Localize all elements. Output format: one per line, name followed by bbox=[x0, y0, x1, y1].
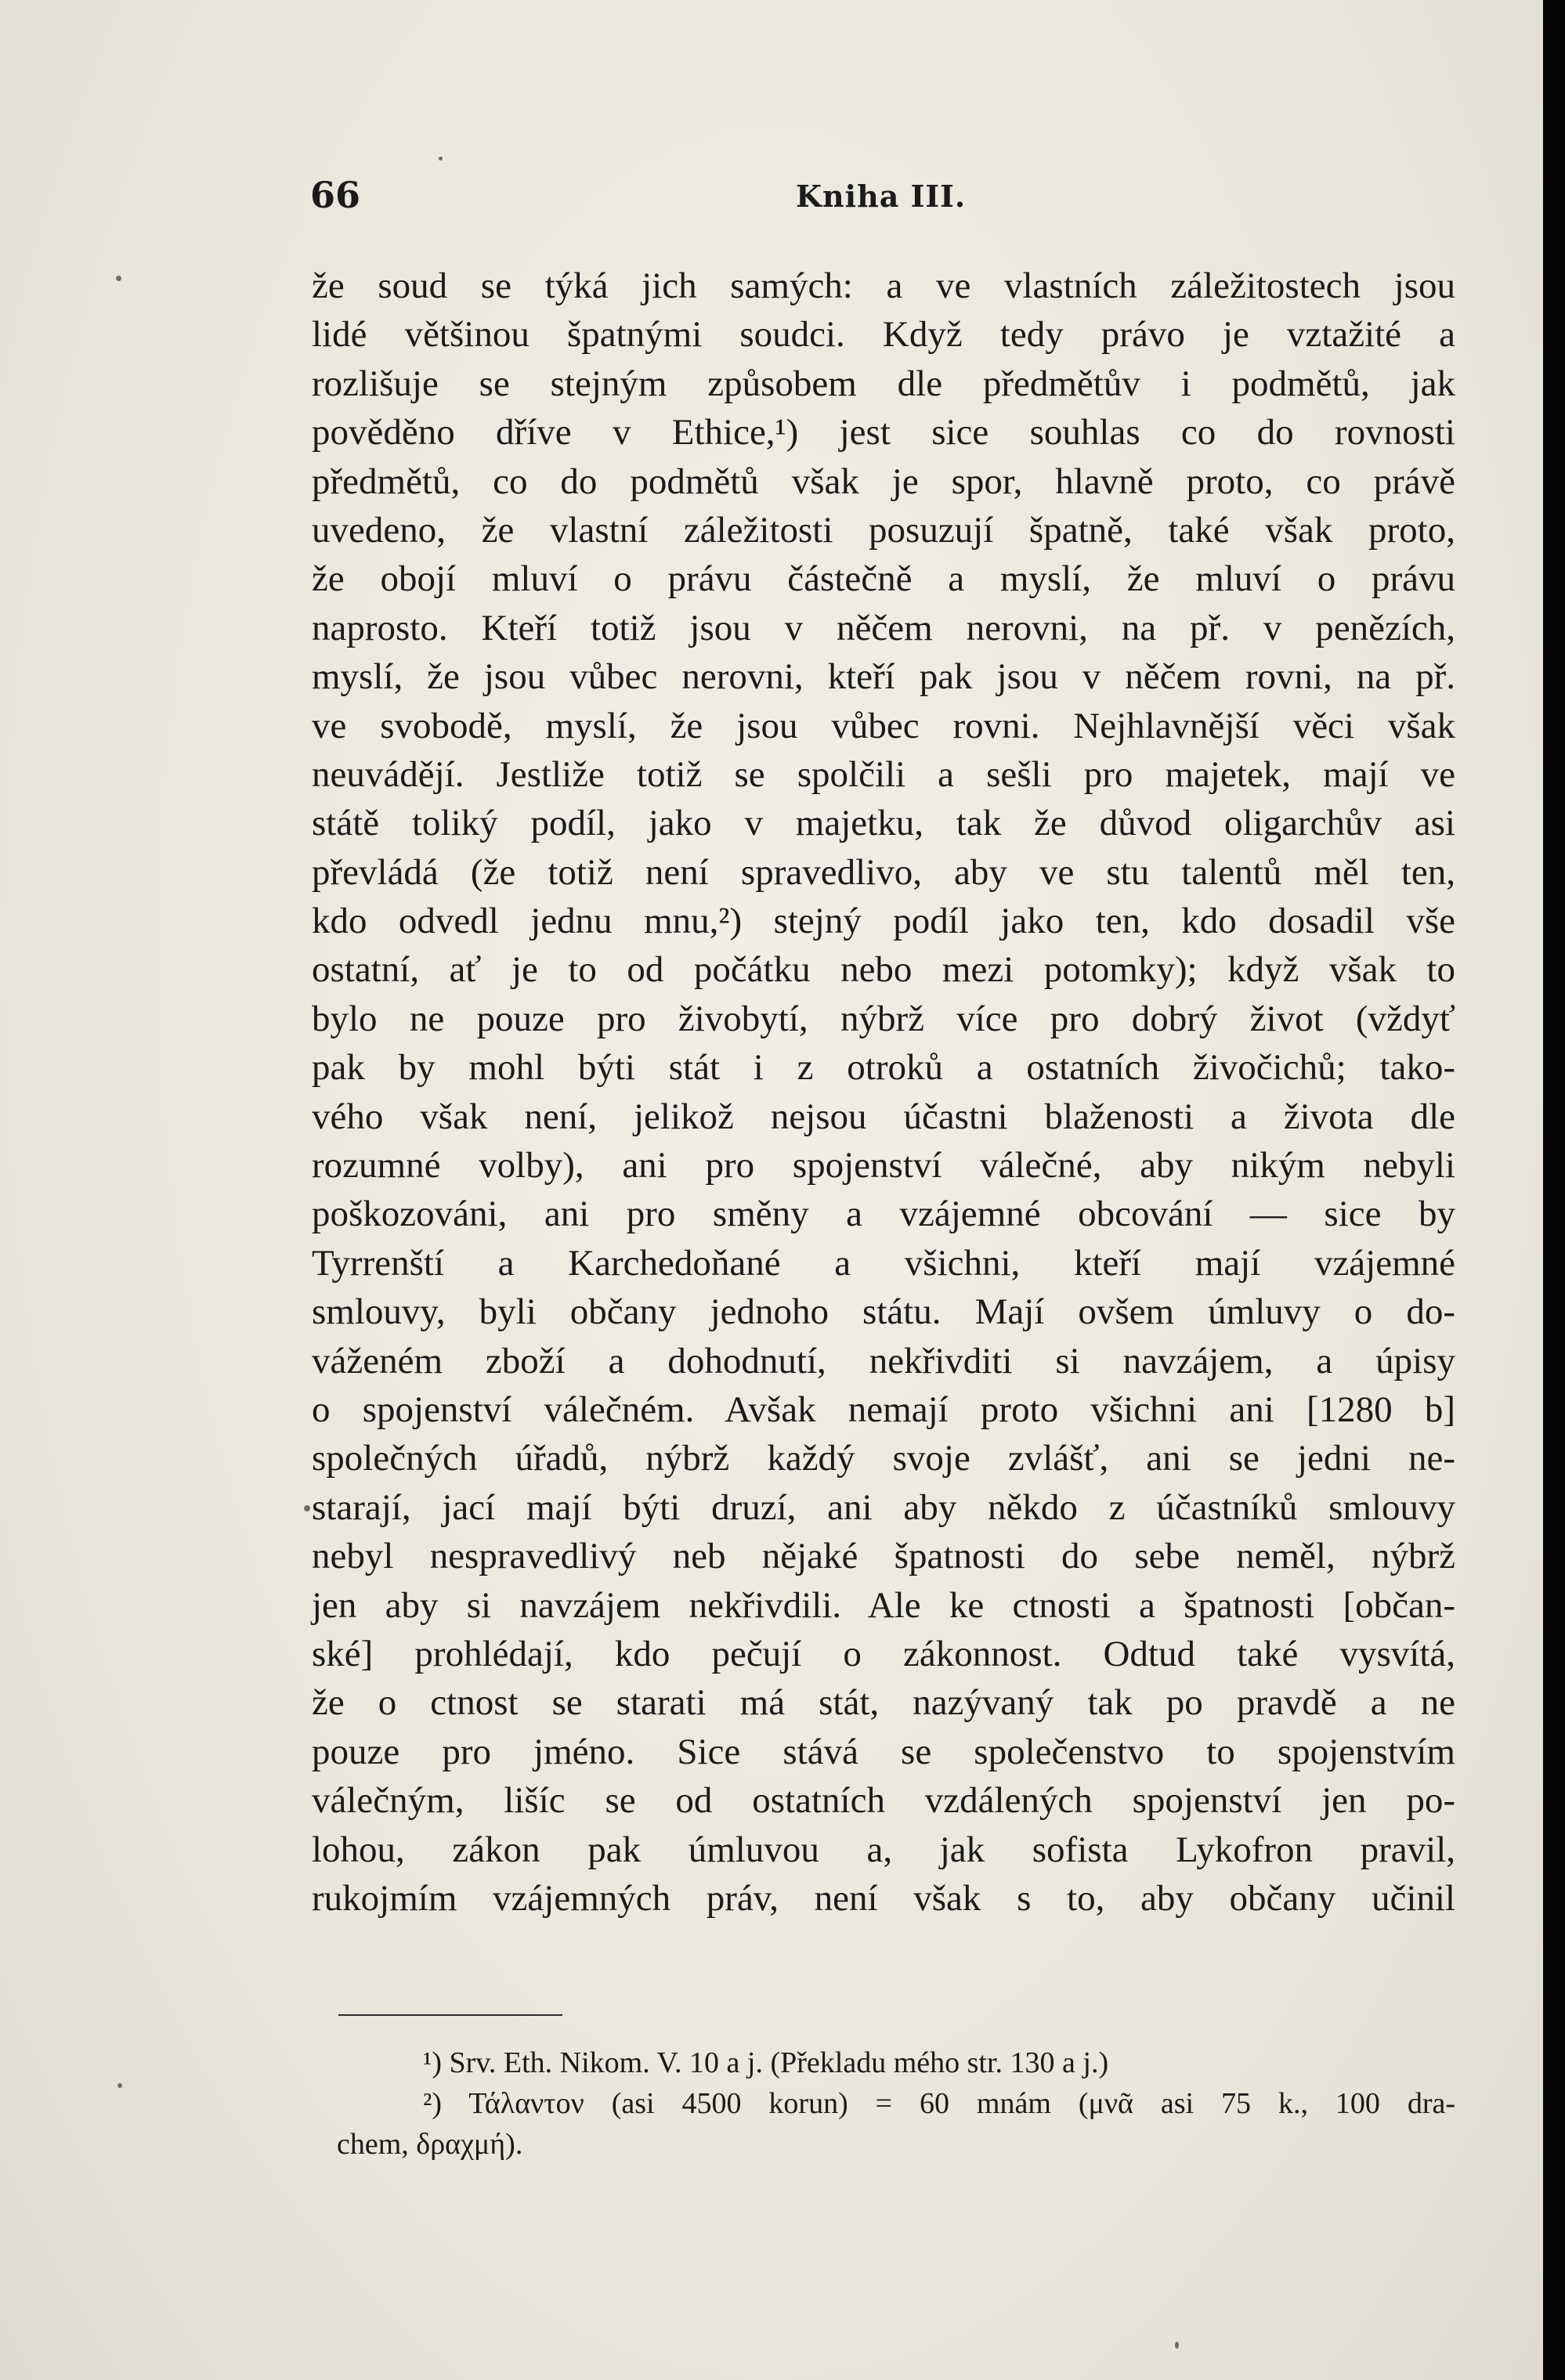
text-line: starají, jací mají býti druzí, ani aby někdo z účastníků smlouvy bbox=[312, 1486, 1455, 1528]
text-line: ostatní, ať je to od počátku nebo mezi potomky); když však to bbox=[312, 949, 1455, 991]
body-text bbox=[312, 262, 1455, 1923]
paper-speck bbox=[1175, 2342, 1179, 2349]
footnote-rule bbox=[338, 2014, 562, 2016]
text-line: uvedeno, že vlastní záležitosti posuzují špatně, také však proto, bbox=[312, 509, 1455, 551]
text-line: že soud se týká jich samých: a ve vlastních záležitostech jsou bbox=[312, 265, 1455, 306]
text-line: Tyrrenští a Karchedoňané a všichni, kteří mají vzájemné bbox=[312, 1242, 1455, 1284]
text-line: rukojmím vzájemných práv, není však s to, aby občany učinil bbox=[312, 1877, 1455, 1919]
text-line: bylo ne pouze pro živobytí, nýbrž více pro dobrý život (vždyť bbox=[312, 998, 1455, 1039]
text-line: kdo odvedl jednu mnu,²) stejný podíl jako ten, kdo dosadil vše bbox=[312, 901, 1455, 942]
text-line: válečným, lišíc se od ostatních vzdálených spojenství jen po- bbox=[312, 1780, 1455, 1822]
text-line: že o ctnost se starati má stát, nazývaný tak po pravdě a ne bbox=[312, 1682, 1455, 1724]
text-line: lidé většinou špatnými soudci. Když tedy právo je vztažité a bbox=[312, 314, 1455, 356]
text-line: smlouvy, byli občany jednoho státu. Mají ovšem úmluvy o do- bbox=[312, 1291, 1455, 1333]
page-header bbox=[310, 174, 1462, 221]
paper-speck bbox=[116, 276, 121, 281]
paper-speck bbox=[117, 2083, 122, 2088]
scan-edge bbox=[1543, 0, 1565, 2380]
paper-speck bbox=[439, 157, 443, 161]
text-line: vého však není, jelikož nejsou účastni blaženosti a života dle bbox=[312, 1096, 1455, 1137]
text-line: předmětů, co do podmětů však je spor, hlavně proto, co právě bbox=[312, 460, 1455, 502]
text-line: ské] prohlédají, kdo pečují o zákonnost. Odtud také vysvítá, bbox=[312, 1633, 1455, 1674]
text-line: pouze pro jméno. Sice stává se společenstvo to spojenstvím bbox=[312, 1731, 1455, 1772]
text-line: jen aby si navzájem nekřivdili. Ale ke ctnosti a špatnosti [občan- bbox=[312, 1584, 1455, 1626]
text-line: ve svobodě, myslí, že jsou vůbec rovni. Nejhlavnější věci však bbox=[312, 705, 1455, 746]
text-line: o spojenství válečném. Avšak nemají proto všichni ani [1280 b] bbox=[312, 1389, 1455, 1430]
text-line: nebyl nespravedlivý neb nějaké špatnosti do sebe neměl, nýbrž bbox=[312, 1536, 1455, 1577]
text-line: neuvádějí. Jestliže totiž se spolčili a sešli pro majetek, mají ve bbox=[312, 753, 1455, 795]
text-line: váženém zboží a dohodnutí, nekřivditi si navzájem, a úpisy bbox=[312, 1340, 1455, 1381]
text-line: naprosto. Kteří totiž jsou v něčem nerovni, na př. v penězích, bbox=[312, 607, 1455, 648]
text-line: lohou, zákon pak úmluvou a, jak sofista Lykofron pravil, bbox=[312, 1829, 1455, 1870]
text-line: státě toliký podíl, jako v majetku, tak že důvod oligarchův asi bbox=[312, 803, 1455, 844]
paper-speck bbox=[304, 1505, 310, 1511]
footnotes bbox=[337, 2042, 1455, 2165]
text-line: převládá (že totiž není spravedlivo, aby ve stu talentů měl ten, bbox=[312, 851, 1455, 893]
footnote-2-continuation: chem, δραχμή). bbox=[337, 2128, 523, 2161]
text-line: poškozováni, ani pro směny a vzájemné obcování — sice by bbox=[312, 1194, 1455, 1235]
footnote-1: ¹) Srv. Eth. Nikom. V. 10 a j. (Překladu mého str. 130 a j.) bbox=[423, 2046, 1109, 2079]
footnote-2: ²) Τάλαντον (asi 4500 korun) = 60 mnám (μνᾶ asi 75 k., 100 dra- bbox=[423, 2087, 1455, 2120]
text-line: myslí, že jsou vůbec nerovni, kteří pak jsou v něčem rovni, na př. bbox=[312, 656, 1455, 698]
text-line: rozumné volby), ani pro spojenství válečné, aby nikým nebyli bbox=[312, 1145, 1455, 1186]
page-number: 66 bbox=[310, 174, 361, 216]
text-line: že obojí mluví o právu částečně a myslí, že mluví o právu bbox=[312, 558, 1455, 600]
text-line: pak by mohl býti stát i z otroků a ostatních živočichů; tako- bbox=[312, 1047, 1455, 1089]
text-line: společných úřadů, nýbrž každý svoje zvlášť, ani se jedni ne- bbox=[312, 1438, 1455, 1479]
text-line: pověděno dříve v Ethice,¹) jest sice souhlas co do rovnosti bbox=[312, 412, 1455, 453]
text-line: rozlišuje se stejným způsobem dle předmětův i podmětů, jak bbox=[312, 363, 1455, 404]
running-head: Kniha III. bbox=[796, 179, 967, 214]
